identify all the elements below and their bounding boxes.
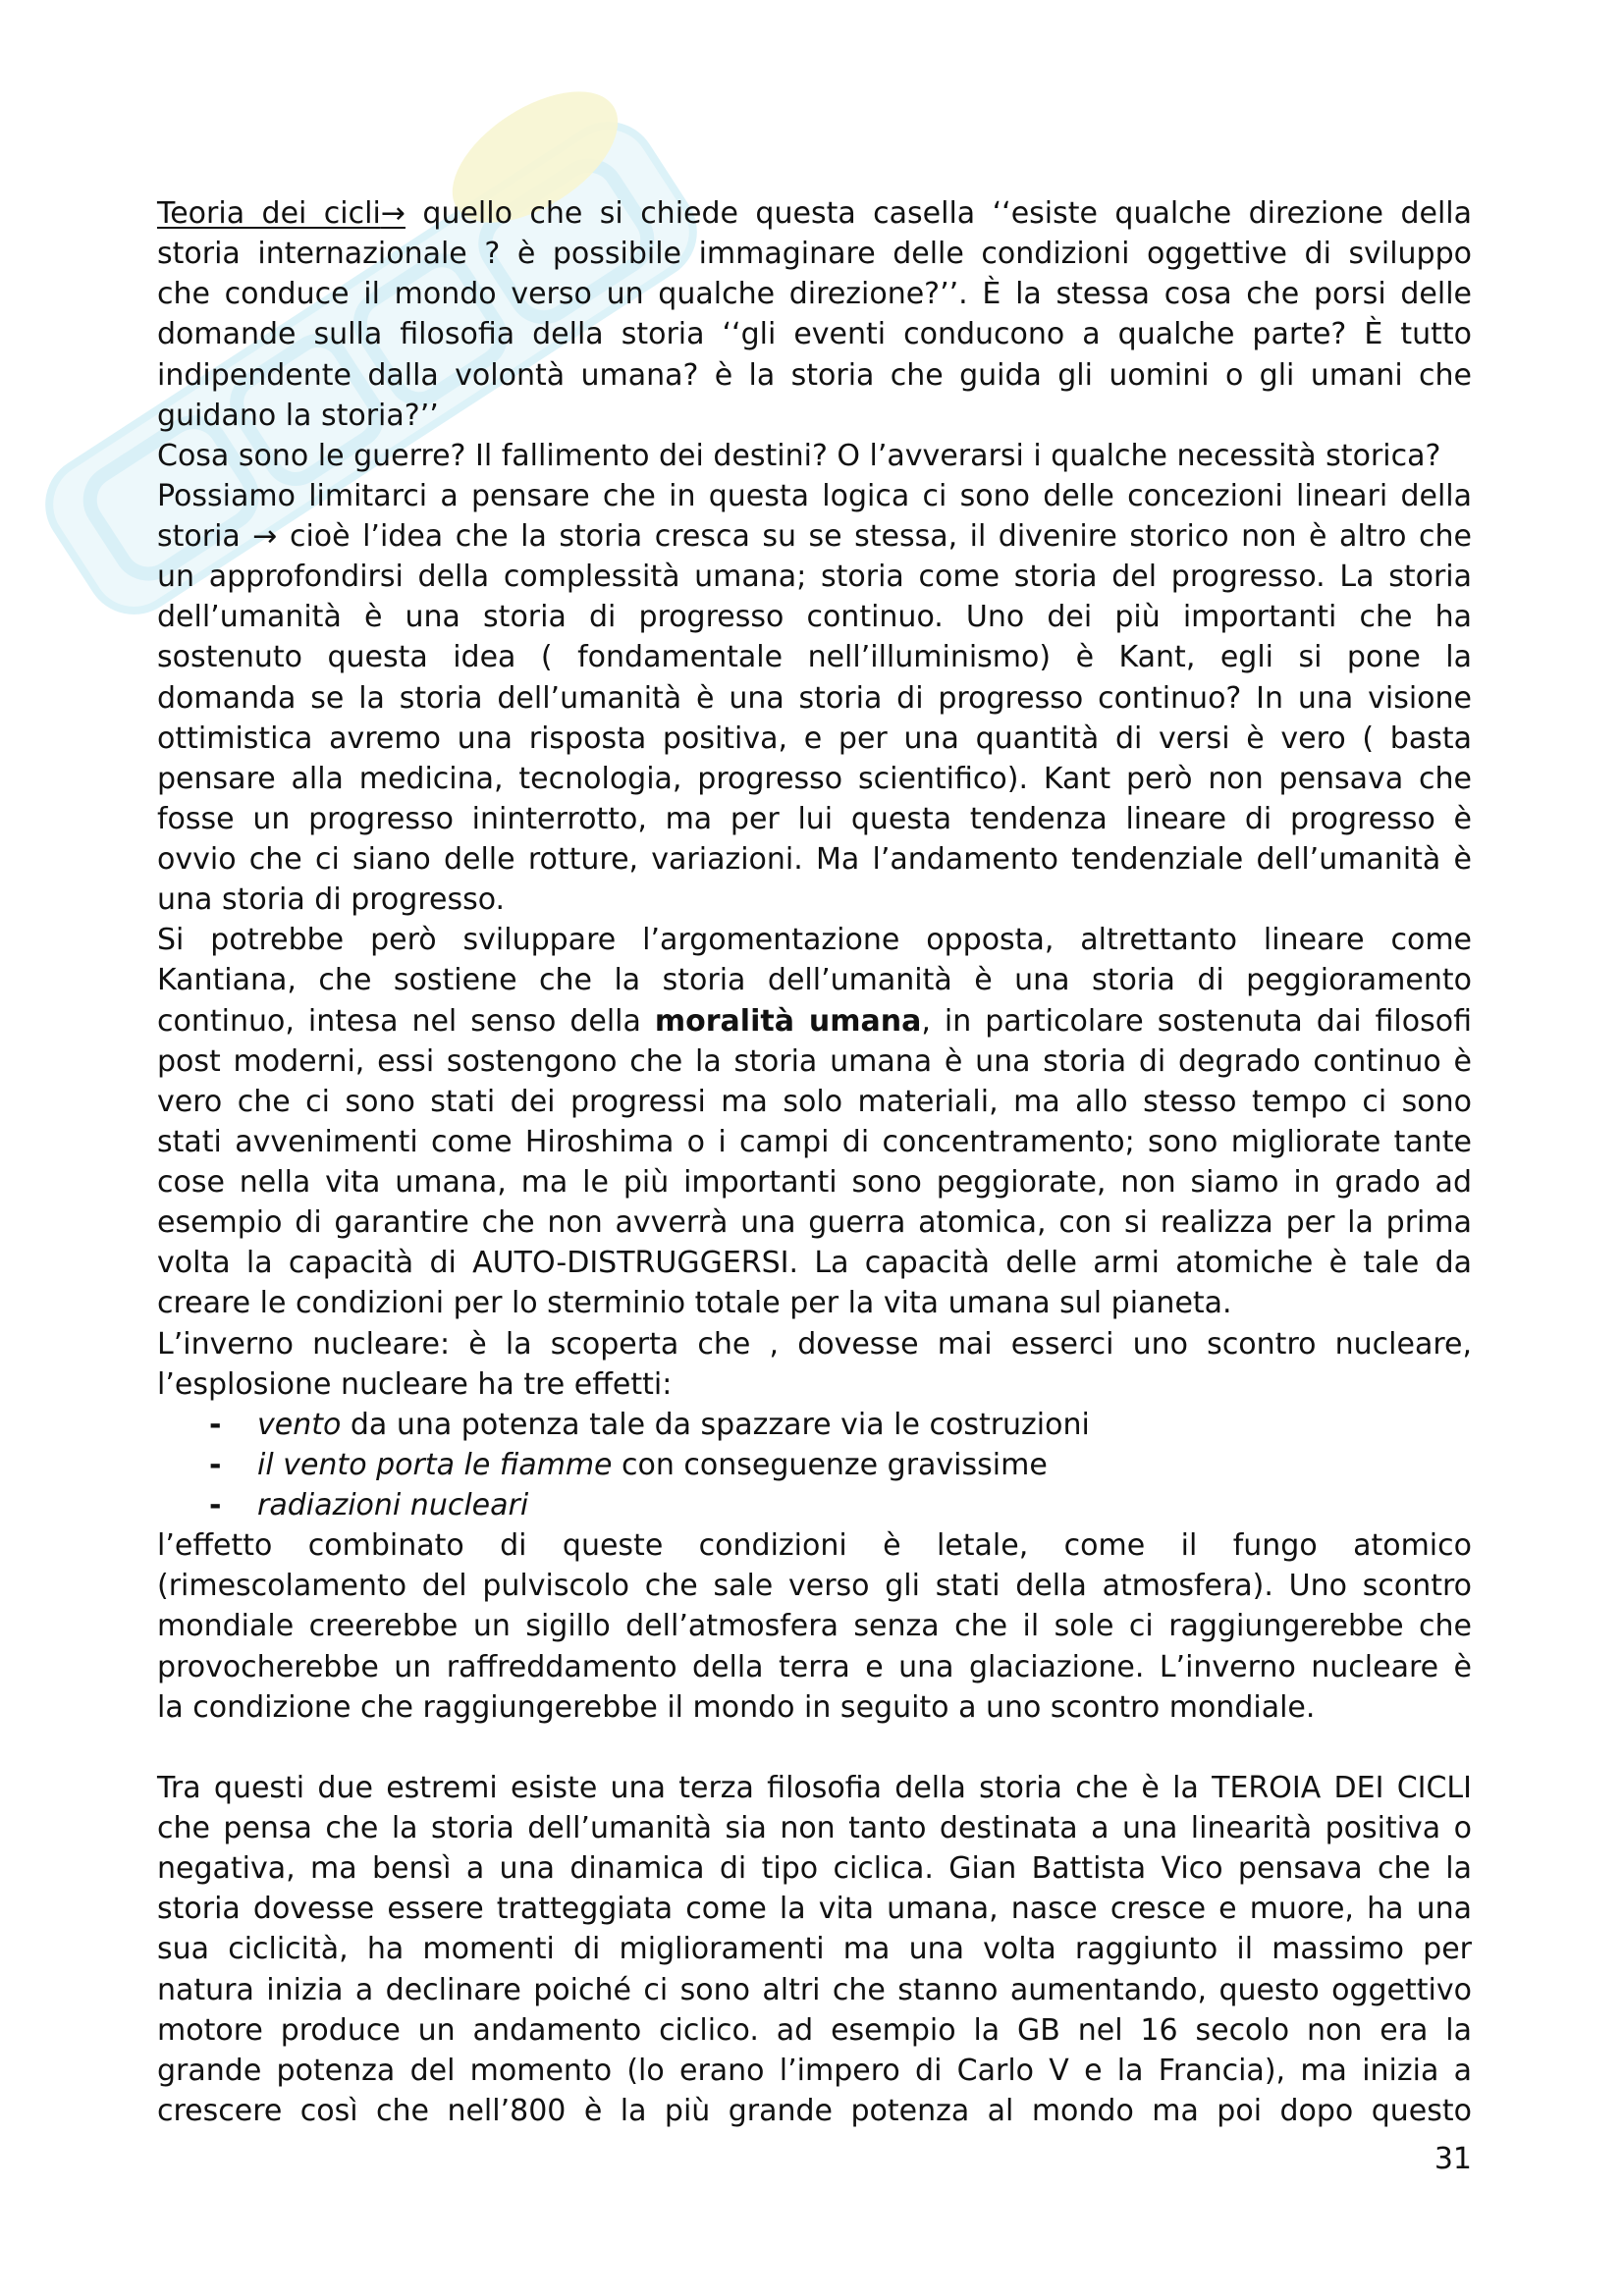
list-item-emphasis: radiazioni nucleari xyxy=(257,1488,529,1522)
paragraph-4-line: cose nella vita umana, ma le più importanti sono peggiorate, non siamo in grado ad xyxy=(157,1165,1472,1200)
paragraph-7-line: motore produce un andamento ciclico. ad esempio la GB nel 16 secolo non era la xyxy=(157,2012,1472,2048)
paragraph-4-line: Kantiana, che sostiene che la storia dell’umanità è una storia di peggioramento xyxy=(157,963,1472,998)
paragraph-7-line: natura inizia a declinare poiché ci sono altri che stanno aumentando, questo oggettivo xyxy=(157,1972,1472,2007)
paragraph-6-line: (rimescolamento del pulviscolo che sale verso gli stati della atmosfera). Uno scontro xyxy=(157,1569,1472,1604)
paragraph-3-line: storia → cioè l’idea che la storia cresca su se stessa, il divenire storico non è altro che xyxy=(157,519,1472,554)
list-item xyxy=(157,1485,1472,1525)
paragraph-6-line: la condizione che raggiungerebbe il mondo in seguito a uno scontro mondiale. xyxy=(157,1689,1316,1725)
paragraph-1-line: guidano la storia?’’ xyxy=(157,398,439,433)
paragraph-4-line: volta la capacità di AUTO-DISTRUGGERSI. La capacità delle armi atomiche è tale da xyxy=(157,1246,1472,1281)
paragraph-3-line: ovvio che ci siano delle rotture, variazioni. Ma l’andamento tendenziale dell’umanità è xyxy=(157,842,1472,877)
list-marker: - xyxy=(209,1488,222,1522)
paragraph-5-line: L’inverno nucleare: è la scoperta che , dovesse mai esserci uno scontro nucleare, xyxy=(157,1326,1472,1362)
paragraph-7-line: grande potenza del momento (lo erano l’impero di Carlo V e la Francia), ma inizia a xyxy=(157,2053,1472,2088)
paragraph-4-line: stati avvenimenti come Hiroshima o i campi di concentramento; sono migliorate tante xyxy=(157,1124,1472,1159)
paragraph-1-line xyxy=(157,193,1472,234)
paragraph-4-line: Si potrebbe però sviluppare l’argomentazione opposta, altrettanto lineare come xyxy=(157,923,1472,958)
paragraph-7-line: sua ciclicità, ha momenti di miglioramenti ma una volta raggiunto il massimo per xyxy=(157,1932,1472,1967)
paragraph-3-line: pensare alla medicina, tecnologia, progresso scientifico). Kant però non pensava che xyxy=(157,761,1472,796)
paragraph-4-line xyxy=(157,1001,1472,1041)
paragraph-3-line: fosse un progresso ininterrotto, ma per lui questa tendenza lineare di progresso è xyxy=(157,801,1472,836)
bold-emphasis: moralità umana xyxy=(654,1003,922,1039)
paragraph-4-line: vero che ci sono stati dei progressi ma solo materiali, ma allo stesso tempo ci sono xyxy=(157,1084,1472,1119)
paragraph-6-line: l’effetto combinato di queste condizioni è letale, come il fungo atomico xyxy=(157,1528,1472,1564)
paragraph-2-line: Cosa sono le guerre? Il fallimento dei destini? O l’avverarsi i qualche necessità storica? xyxy=(157,438,1441,473)
blank-line xyxy=(157,1728,1472,1768)
section-title-text: Teoria dei cicli xyxy=(157,196,381,231)
section-title xyxy=(157,196,406,231)
paragraph-4-line: esempio di garantire che non avverrà una guerra atomica, con si realizza per la prima xyxy=(157,1205,1472,1241)
paragraph-3-line: ottimistica avremo una risposta positiva, e per una quantità di versi è vero ( basta xyxy=(157,721,1472,756)
paragraph-3-line: una storia di progresso. xyxy=(157,882,506,918)
list-item-text: da una potenza tale da spazzare via le costruzioni xyxy=(341,1407,1090,1442)
paragraph-4-text: continuo, intesa nel senso della xyxy=(157,1003,641,1039)
list-item-emphasis: il vento porta le fiamme xyxy=(257,1447,613,1482)
paragraph-3-line: sostenuto questa idea ( fondamentale nell’illuminismo) è Kant, egli si pone la xyxy=(157,640,1472,675)
paragraph-3-line: un approfondirsi della complessità umana; storia come storia del progresso. La storia xyxy=(157,560,1472,595)
paragraph-7-line: crescere così che nell’800 è la più grande potenza al mondo ma poi dopo questo xyxy=(157,2093,1472,2128)
list-marker: - xyxy=(209,1447,222,1482)
paragraph-6-line: provocherebbe un raffreddamento della terra e una glaciazione. L’inverno nucleare è xyxy=(157,1649,1472,1684)
paragraph-4-line: creare le condizioni per lo sterminio totale per la vita umana sul pianeta. xyxy=(157,1286,1232,1321)
body-text xyxy=(157,193,1472,2131)
paragraph-1-line: storia internazionale ? è possibile immaginare delle condizioni oggettive di sviluppo xyxy=(157,237,1472,272)
paragraph-7-line: storia dovesse essere tratteggiata come la vita umana, nasce cresce e muore, ha una xyxy=(157,1892,1472,1927)
paragraph-4-line: post moderni, essi sostengono che la storia umana è una storia di degrado continuo è xyxy=(157,1043,1472,1079)
paragraph-7-line: che pensa che la storia dell’umanità sia non tanto destinata a una linearità positiva o xyxy=(157,1811,1472,1845)
paragraph-3-line: domanda se la storia dell’umanità è una storia di progresso continuo? In una visione xyxy=(157,680,1472,716)
page-number: 31 xyxy=(1434,2142,1472,2176)
list-item xyxy=(157,1405,1472,1445)
paragraph-1-line: che conduce il mondo verso un qualche direzione?’’. È la stessa cosa che porsi delle xyxy=(157,277,1472,312)
right-arrow-icon: → xyxy=(380,196,406,231)
paragraph-7-line: Tra questi due estremi esiste una terza filosofia della storia che è la TEROIA DEI CICLI xyxy=(157,1770,1472,1805)
paragraph-1-text: quello che si chiede questa casella ‘‘esiste qualche direzione della xyxy=(422,196,1472,231)
paragraph-4-text: , in particolare sostenuta dai filosofi xyxy=(921,1003,1472,1039)
paragraph-1-line: indipendente dalla volontà umana? è la storia che guida gli uomini o gli umani che xyxy=(157,357,1472,393)
paragraph-3-line: dell’umanità è una storia di progresso continuo. Uno dei più importanti che ha xyxy=(157,600,1472,635)
paragraph-5-line: l’esplosione nucleare ha tre effetti: xyxy=(157,1366,673,1402)
paragraph-7-line: negativa, ma bensì a una dinamica di tipo ciclica. Gian Battista Vico pensava che la xyxy=(157,1851,1472,1887)
list-item xyxy=(157,1445,1472,1485)
list-item-text: con conseguenze gravissime xyxy=(612,1447,1048,1482)
paragraph-3-line: Possiamo limitarci a pensare che in questa logica ci sono delle concezioni lineari della xyxy=(157,478,1472,513)
paragraph-6-line: mondiale creerebbe un sigillo dell’atmosfera senza che il sole ci raggiungerebbe che xyxy=(157,1609,1472,1644)
list-item-emphasis: vento xyxy=(257,1407,342,1442)
paragraph-1-line: domande sulla filosofia della storia ‘‘gli eventi conducono a qualche parte? È tutto xyxy=(157,317,1472,352)
list-marker: - xyxy=(209,1407,222,1442)
